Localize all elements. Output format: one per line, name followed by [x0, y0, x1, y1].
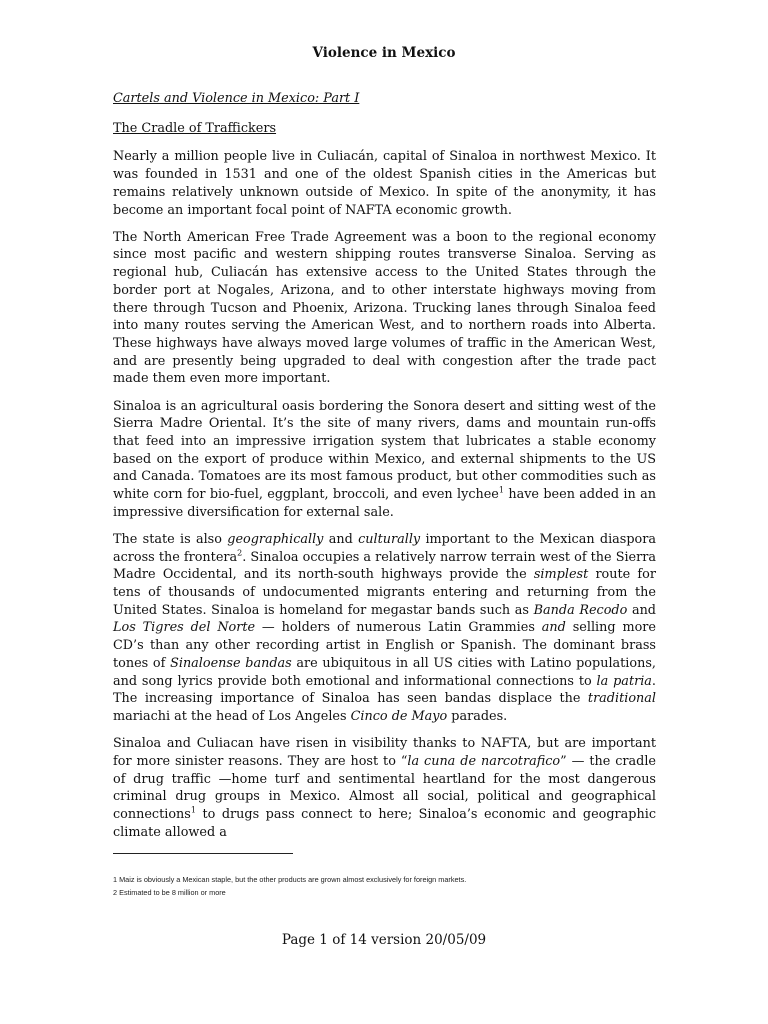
p4-italic: geographically: [227, 531, 324, 547]
page-footer: Page 1 of 14 version 20/05/09: [281, 932, 487, 948]
p4-text: mariachi at the head of Los Angeles: [113, 709, 351, 724]
paragraph-2: The North American Free Trade Agreement was a boon to the regional economy since most pacific and western shipping routes transverse Sinaloa. Serving as regional hub, Culiacán has extensive access to the United States through the border port at Nogales, Arizona, and to other interstate highways moving from there through Tucson and Phoenix, Arizona. Trucking lanes through Sinaloa feed into many routes serving the American West, and to northern roads into Alberta. These highways have always moved large volumes of traffic in the American West, and are presently being upgraded to deal with congestion after the trade pact made them even more important.: [113, 229, 656, 387]
footnotes: [113, 873, 673, 899]
paragraph-1: Nearly a million people live in Culiacán, capital of Sinaloa in northwest Mexico. It was founded in 1531 and one of the oldest Spanish cities in the Americas but remains relatively unknown outside of Mexico. In spite of the anonymity, it has become an important focal point of NAFTA economic growth.: [113, 149, 656, 218]
p4-text: and: [627, 602, 657, 618]
p4-text: . The increasing importance of Sinaloa has seen bandas displace the: [113, 673, 656, 707]
footnote-ref-1b: 1: [190, 805, 196, 815]
p4-italic: Los Tigres del Norte: [113, 620, 256, 636]
footnote-2: 2 Estimated to be 8 million or more: [113, 888, 226, 897]
paragraph-3-text-a: Sinaloa is an agricultural oasis bordering the Sonora desert and sitting west of the Sierra Madre Oriental. It’s the site of many rivers, dams and mountain run-offs that feed into an impressive irrigation system that lubricates a stable economy based on the export of produce within Mexico, and external shipments to the US and Canada. Tomatoes are its most famous product, but other commodities such as white corn for bio-fuel, eggplant, broccoli, and even lychee: [113, 398, 656, 503]
footnote-separator: [113, 853, 293, 854]
footnote-ref-1: 1: [498, 485, 504, 495]
p4-text: selling more CD’s than any other recording artist in English or Spanish. The dominant brass tones of: [113, 620, 656, 671]
p4-italic: Banda Recodo: [533, 602, 628, 618]
document-title: Violence in Mexico: [312, 45, 456, 61]
p4-text: . Sinaloa occupies a relatively narrow terrain west of the Sierra Madre Occidental, and its north-south highways provide the: [113, 549, 656, 583]
p4-italic: traditional: [587, 691, 656, 707]
section-heading: The Cradle of Traffickers: [113, 120, 277, 136]
p4-italic: simplest: [533, 567, 589, 583]
p4-text: parades.: [447, 709, 508, 724]
p4-text: important to the Mexican diaspora across the frontera: [113, 531, 656, 565]
footnote-1: 1 Maiz is obviously a Mexican staple, but the other products are grown almost exclusively for foreign markets.: [113, 875, 467, 884]
p4-text: The state is also: [113, 531, 228, 547]
p4-text: and: [323, 531, 359, 547]
p4-text: are ubiquitous in all US cities with Latino populations, and song lyrics provide both emotional and informational connections to: [113, 655, 656, 689]
paragraph-5: [113, 735, 656, 841]
p4-text: — holders of numerous Latin Grammies: [255, 620, 542, 636]
p4-text: route for tens of thousands of undocumented migrants entering and returning from the United States. Sinaloa is homeland for megastar bands such as: [113, 567, 656, 618]
paragraph-3: [113, 398, 656, 522]
p5-text: to drugs pass connect to here; Sinaloa’s economic and geographic climate allowed a: [113, 807, 656, 840]
p4-italic: Sinaloense bandas: [170, 655, 292, 671]
p5-italic: la cuna de narcotrafico: [407, 753, 561, 769]
footnote-ref-2: 2: [237, 548, 243, 558]
document-body: [113, 90, 656, 851]
p5-text: Sinaloa and Culiacan have risen in visibility thanks to NAFTA, but are important for more sinister reasons. They are host to “: [113, 736, 656, 769]
p4-italic: and: [541, 620, 566, 636]
p4-italic: Cinco de Mayo: [350, 709, 448, 724]
p5-text: ” — the cradle of drug traffic —home turf and sentimental heartland for the most dangerous criminal drug groups in Mexico. Almost all social, political and geographical connections: [113, 753, 656, 823]
document-subtitle: Cartels and Violence in Mexico: Part I: [113, 91, 360, 106]
p4-italic: culturally: [358, 531, 421, 547]
paragraph-3-text-b: have been added in an impressive diversification for external sale.: [113, 487, 656, 520]
paragraph-4: [113, 531, 656, 726]
p4-italic: la patria: [596, 673, 652, 689]
